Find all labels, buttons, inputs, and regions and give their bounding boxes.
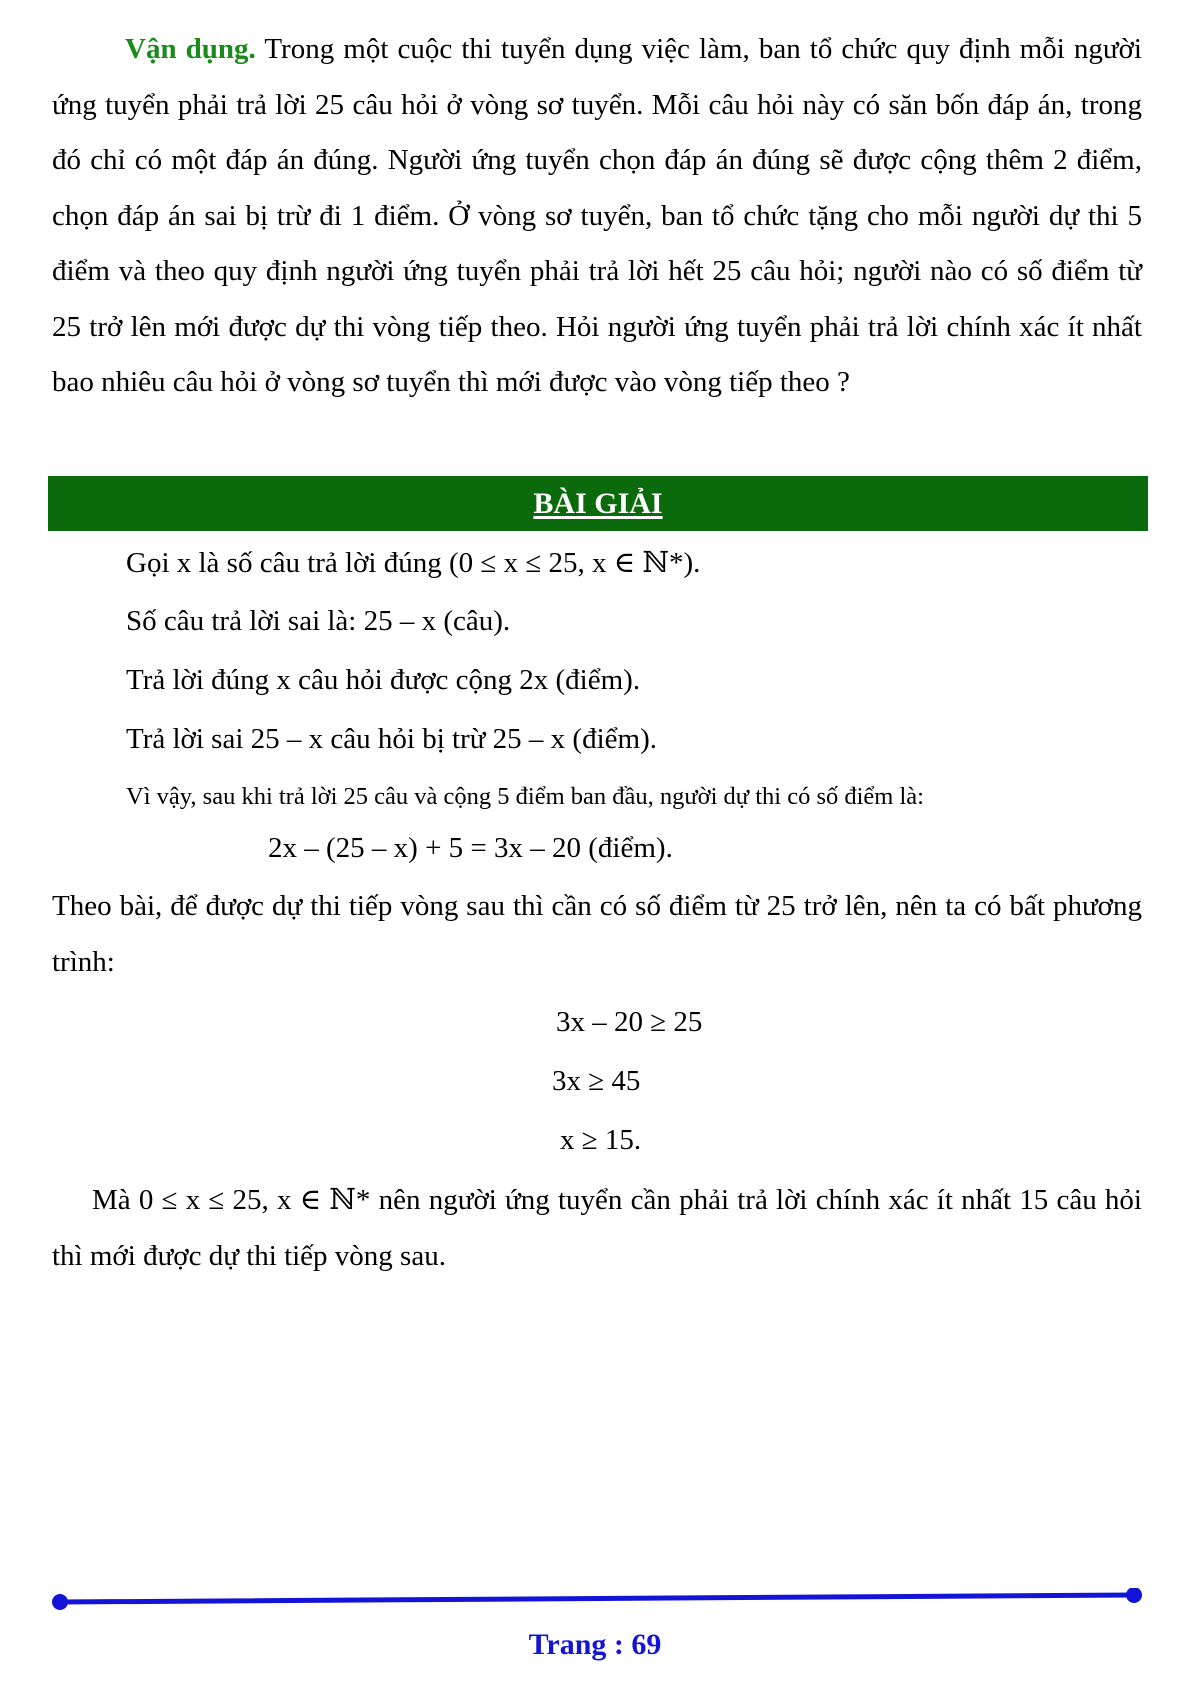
score-formula: 2x – (25 – x) + 5 = 3x – 20 (điểm). (268, 832, 673, 864)
inequality-step-2: 3x ≥ 45 (552, 1065, 641, 1097)
problem-statement (52, 22, 1142, 411)
problem-lead: Vận dụng. (125, 33, 256, 65)
page-number: Trang : 69 (528, 1628, 662, 1661)
solution-banner (48, 476, 1148, 531)
conclusion: Mà 0 ≤ x ≤ 25, x ∈ ℕ* nên người ứng tuyển cần phải trả lời chính xác ít nhất 15 câu hỏi thì mới được dự thi tiếp vòng sau. (52, 1184, 1142, 1272)
solution-line-3: Trả lời đúng x câu hỏi được cộng 2x (điểm). (126, 664, 641, 696)
solution-line-1: Gọi x là số câu trả lời đúng (0 ≤ x ≤ 25, x ∈ ℕ*). (126, 547, 701, 579)
problem-text: Trong một cuộc thi tuyển dụng việc làm, ban tổ chức quy định mỗi người ứng tuyển phải trả lời 25 câu hỏi ở vòng sơ tuyển. Mỗi câu hỏi này có săn bốn đáp án, trong đó chỉ có một đáp án đúng. Người ứng tuyển chọn đáp án đúng sẽ được cộng thêm 2 điểm, chọn đáp án sai bị trừ đi 1 điểm. Ở vòng sơ tuyển, ban tổ chức tặng cho mỗi người dự thi 5 điểm và theo quy định người ứng tuyển phải trả lời hết 25 câu hỏi; người nào có số điểm từ 25 trở lên mới được dự thi vòng tiếp theo. Hỏi người ứng tuyển phải trả lời chính xác ít nhất bao nhiêu câu hỏi ở vòng sơ tuyển thì mới được vào vòng tiếp theo ? (52, 33, 1142, 398)
footer-divider (52, 1588, 1142, 1610)
solution-line-5: Vì vậy, sau khi trả lời 25 câu và cộng 5 điểm ban đầu, người dự thi có số điểm là: (126, 783, 924, 810)
solution-line-4: Trả lời sai 25 – x câu hỏi bị trừ 25 – x (điểm). (126, 723, 657, 755)
solution-heading: BÀI GIẢI (533, 486, 663, 520)
solution-line-2: Số câu trả lời sai là: 25 – x (câu). (126, 605, 511, 637)
inequality-step-3: x ≥ 15. (560, 1124, 642, 1156)
inequality-step-1: 3x – 20 ≥ 25 (556, 1006, 703, 1038)
inequality-intro: Theo bài, để được dự thi tiếp vòng sau thì cần có số điểm từ 25 trở lên, nên ta có bất phương trình: (52, 890, 1142, 978)
